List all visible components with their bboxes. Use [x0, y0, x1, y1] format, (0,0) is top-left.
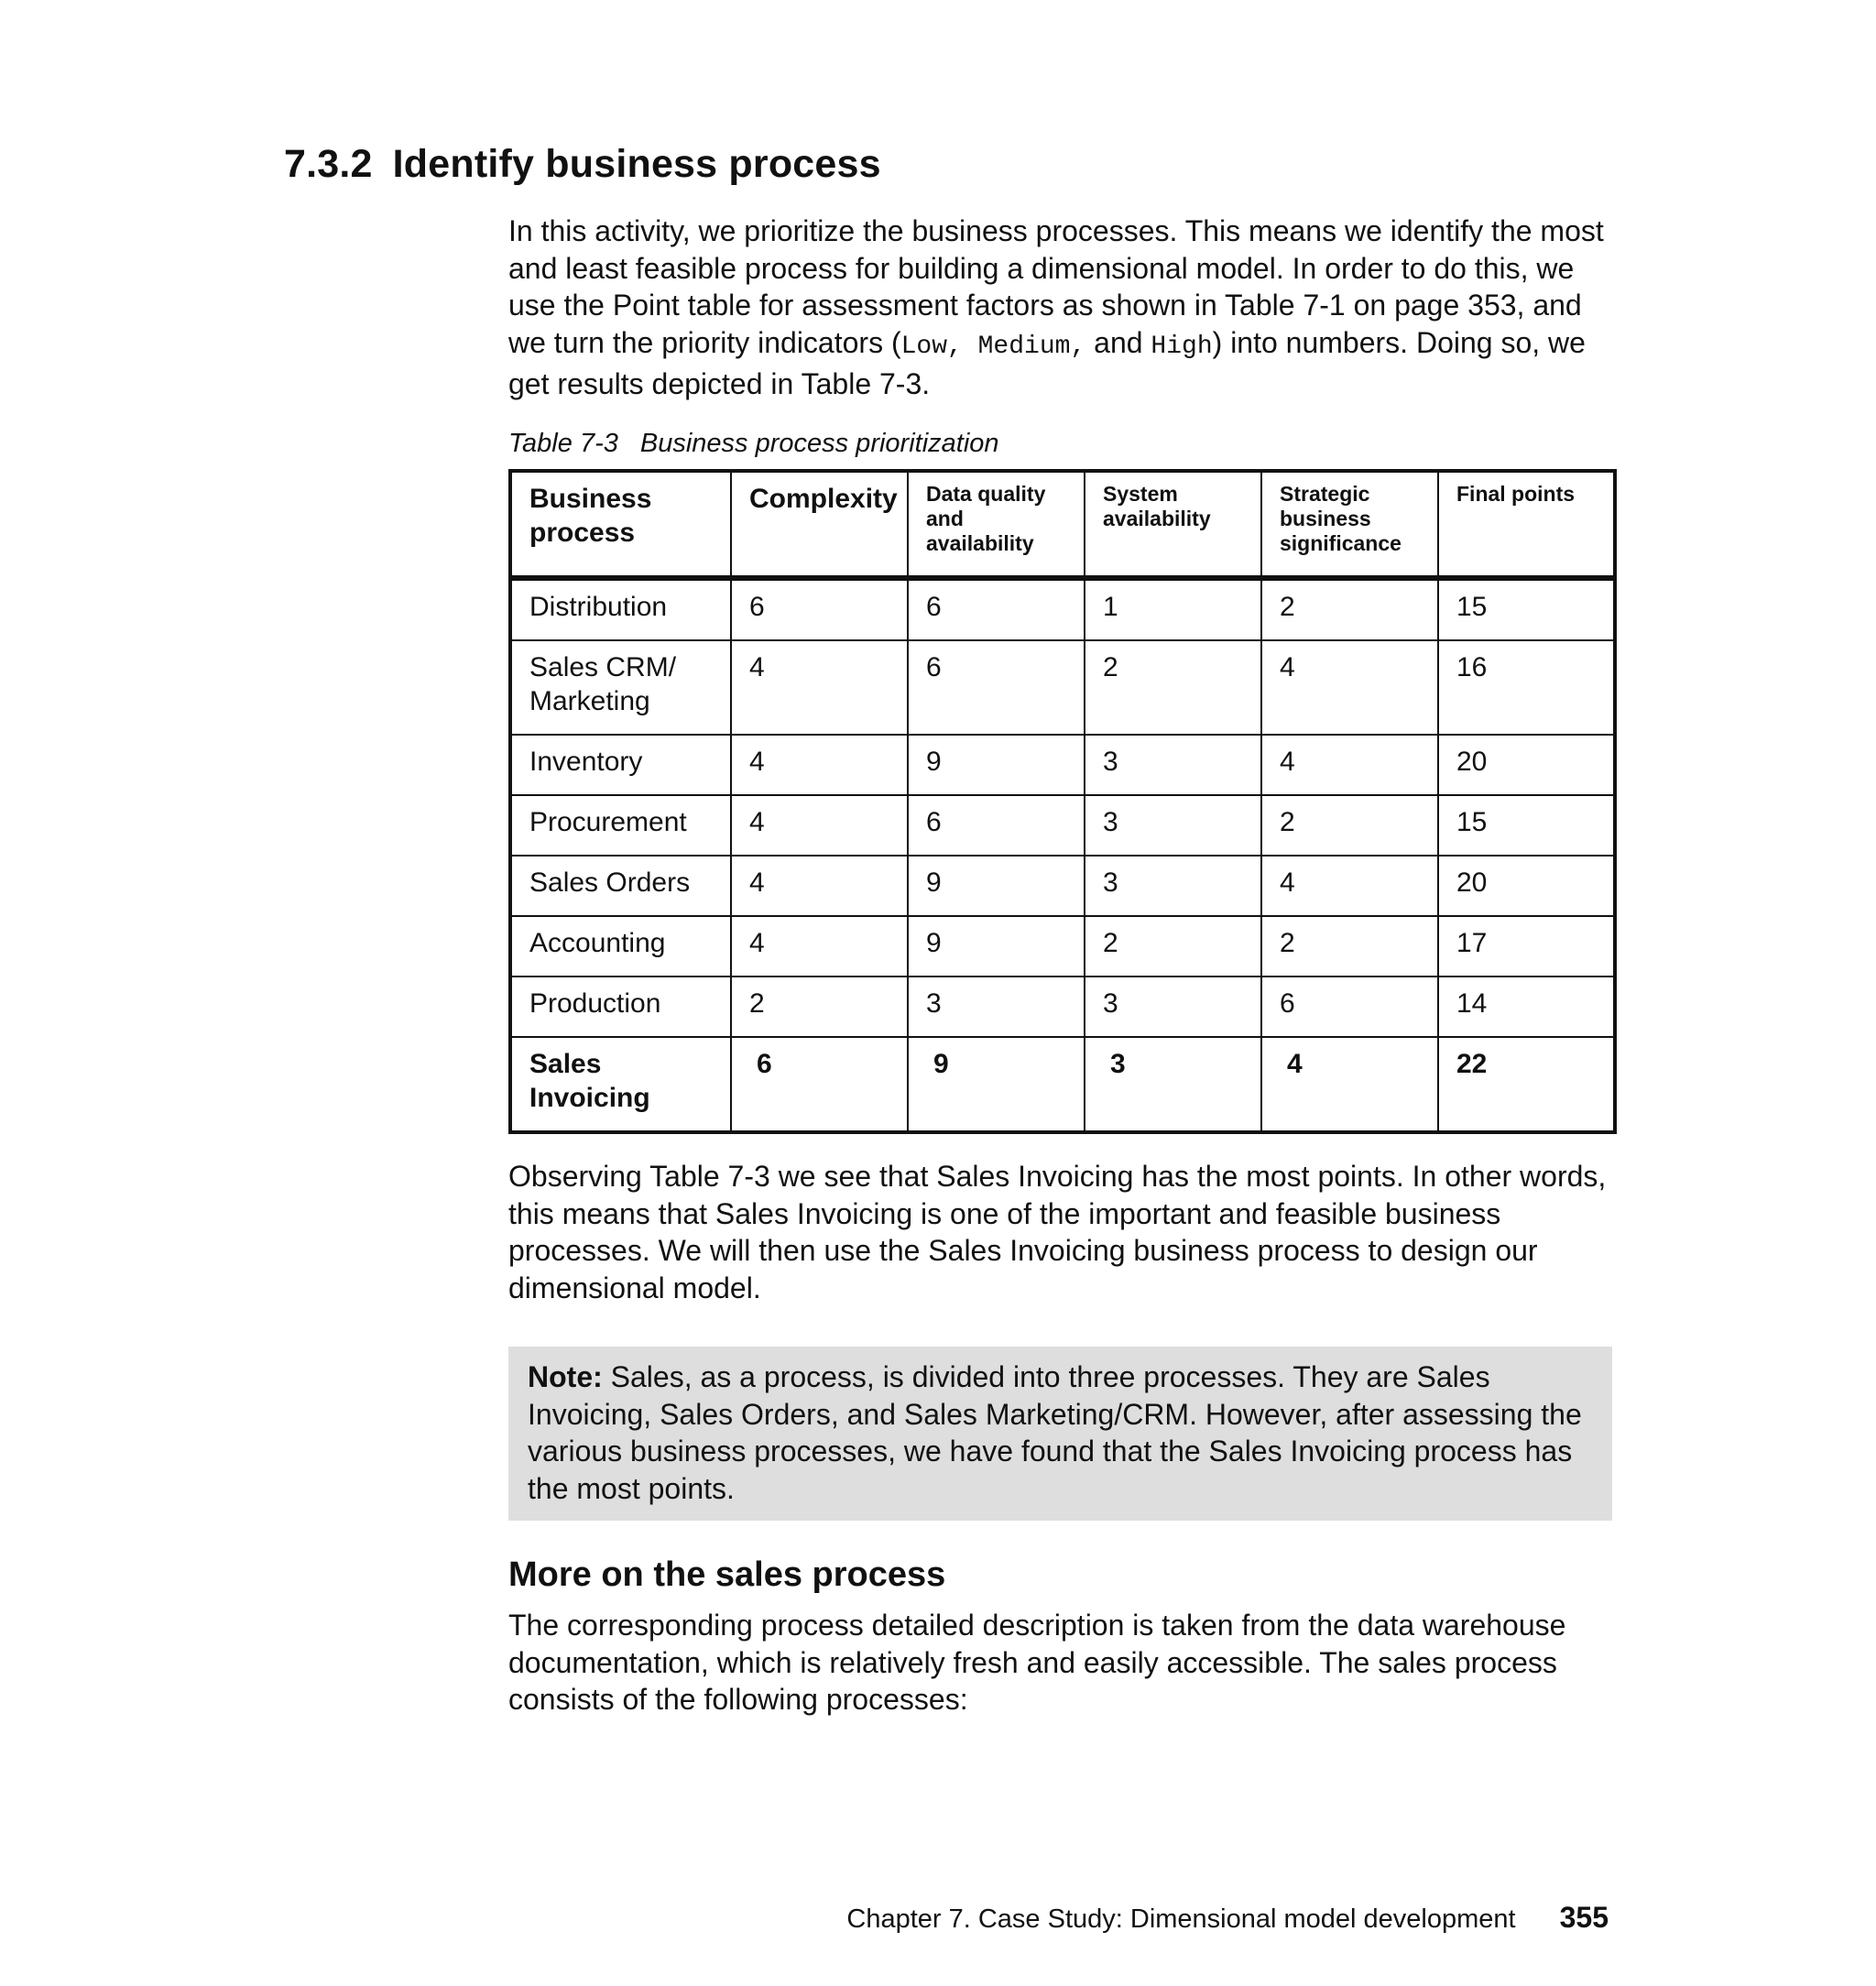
cell-strategic-significance: 4 [1261, 640, 1438, 735]
intro-code-low-medium: Low, Medium, [900, 332, 1086, 361]
cell-strategic-significance: 2 [1261, 578, 1438, 640]
page-footer [846, 1901, 1609, 1935]
cell-data-quality: 6 [908, 795, 1085, 856]
cell-process: Sales CRM/ Marketing [510, 640, 731, 735]
cell-final-points: 15 [1438, 578, 1615, 640]
table-header-row [510, 471, 1615, 578]
cell-data-quality: 9 [908, 916, 1085, 977]
cell-process: Distribution [510, 578, 731, 640]
cell-system-availability: 2 [1085, 916, 1261, 977]
intro-paragraph [508, 213, 1612, 403]
cell-final-points: 22 [1438, 1037, 1615, 1132]
cell-final-points: 14 [1438, 977, 1615, 1037]
note-box [508, 1347, 1612, 1521]
cell-process: Sales Invoicing [510, 1037, 731, 1132]
observation-paragraph: Observing Table 7-3 we see that Sales Invoicing has the most points. In other words, this means that Sales Invoicing is one of the important and feasible business processes. We will then use the Sales Invoicing business process to design our dimensional model. [508, 1160, 1607, 1304]
cell-system-availability: 3 [1085, 977, 1261, 1037]
table-row [510, 735, 1615, 795]
header-strategic-significance: Strategic business significance [1261, 471, 1438, 578]
table-row [510, 977, 1615, 1037]
intro-text-3: ) into numbers. Doing so, we get results depicted in Table 7-3. [508, 325, 1586, 400]
table-row [510, 916, 1615, 977]
cell-process: Accounting [510, 916, 731, 977]
cell-final-points: 17 [1438, 916, 1615, 977]
cell-final-points: 16 [1438, 640, 1615, 735]
page-number: 355 [1559, 1901, 1609, 1934]
cell-data-quality: 6 [908, 578, 1085, 640]
subsection-paragraph: The corresponding process detailed description is taken from the data warehouse documentation, which is relatively fresh and easily accessible. The sales process consists of the following processes: [508, 1609, 1566, 1716]
header-final-points: Final points [1438, 471, 1615, 578]
cell-strategic-significance: 4 [1261, 735, 1438, 795]
table-row-highlighted [510, 1037, 1615, 1132]
section-number: 7.3.2 [284, 142, 373, 186]
table-caption-title: Business process prioritization [639, 429, 999, 458]
cell-complexity: 4 [731, 916, 908, 977]
subsection-heading: More on the sales process [508, 1555, 946, 1594]
table-caption-label: Table 7-3 [508, 429, 618, 458]
cell-data-quality: 9 [908, 1037, 1085, 1132]
cell-data-quality: 9 [908, 735, 1085, 795]
table-caption [508, 429, 999, 459]
table-row [510, 640, 1615, 735]
cell-system-availability: 3 [1085, 735, 1261, 795]
note-label: Note: [528, 1360, 603, 1393]
cell-data-quality: 9 [908, 856, 1085, 916]
cell-system-availability: 2 [1085, 640, 1261, 735]
note-paragraph [528, 1359, 1594, 1507]
header-complexity: Complexity [731, 471, 908, 578]
cell-complexity: 6 [731, 1037, 908, 1132]
cell-complexity: 4 [731, 795, 908, 856]
cell-final-points: 20 [1438, 735, 1615, 795]
section-title: Identify business process [392, 142, 881, 186]
cell-system-availability: 3 [1085, 856, 1261, 916]
cell-strategic-significance: 4 [1261, 1037, 1438, 1132]
cell-final-points: 15 [1438, 795, 1615, 856]
cell-process: Inventory [510, 735, 731, 795]
cell-process: Procurement [510, 795, 731, 856]
table-row [510, 856, 1615, 916]
cell-strategic-significance: 2 [1261, 795, 1438, 856]
intro-code-high: High [1151, 332, 1213, 361]
subsection-block [508, 1607, 1612, 1719]
cell-final-points: 20 [1438, 856, 1615, 916]
cell-system-availability: 3 [1085, 1037, 1261, 1132]
cell-complexity: 2 [731, 977, 908, 1037]
cell-system-availability: 3 [1085, 795, 1261, 856]
cell-complexity: 6 [731, 578, 908, 640]
header-system-availability: System availability [1085, 471, 1261, 578]
cell-process: Production [510, 977, 731, 1037]
table-row [510, 578, 1615, 640]
cell-strategic-significance: 6 [1261, 977, 1438, 1037]
cell-complexity: 4 [731, 735, 908, 795]
cell-strategic-significance: 2 [1261, 916, 1438, 977]
intro-block [508, 213, 1612, 403]
section-heading [284, 142, 881, 187]
cell-process: Sales Orders [510, 856, 731, 916]
cell-strategic-significance: 4 [1261, 856, 1438, 916]
observation-block [508, 1158, 1612, 1306]
note-text: Sales, as a process, is divided into three processes. They are Sales Invoicing, Sales Orders, and Sales Marketing/CRM. However, after assessing the various business processes, we have found that the Sales Invoicing process has the most points. [528, 1360, 1582, 1505]
cell-data-quality: 6 [908, 640, 1085, 735]
intro-text-2: and [1085, 325, 1151, 359]
cell-data-quality: 3 [908, 977, 1085, 1037]
header-business-process: Business process [510, 471, 731, 578]
business-process-table [508, 469, 1617, 1134]
footer-chapter: Chapter 7. Case Study: Dimensional model development [846, 1904, 1516, 1934]
intro-text-1: In this activity, we prioritize the business processes. This means we identify the most and least feasible process for building a dimensional model. In order to do this, we use the Point table for assessment factors as shown in Table 7-1 on page 353, and we turn the priority indicators ( [508, 214, 1604, 359]
cell-system-availability: 1 [1085, 578, 1261, 640]
cell-complexity: 4 [731, 856, 908, 916]
cell-complexity: 4 [731, 640, 908, 735]
header-data-quality: Data quality and availability [908, 471, 1085, 578]
table-row [510, 795, 1615, 856]
